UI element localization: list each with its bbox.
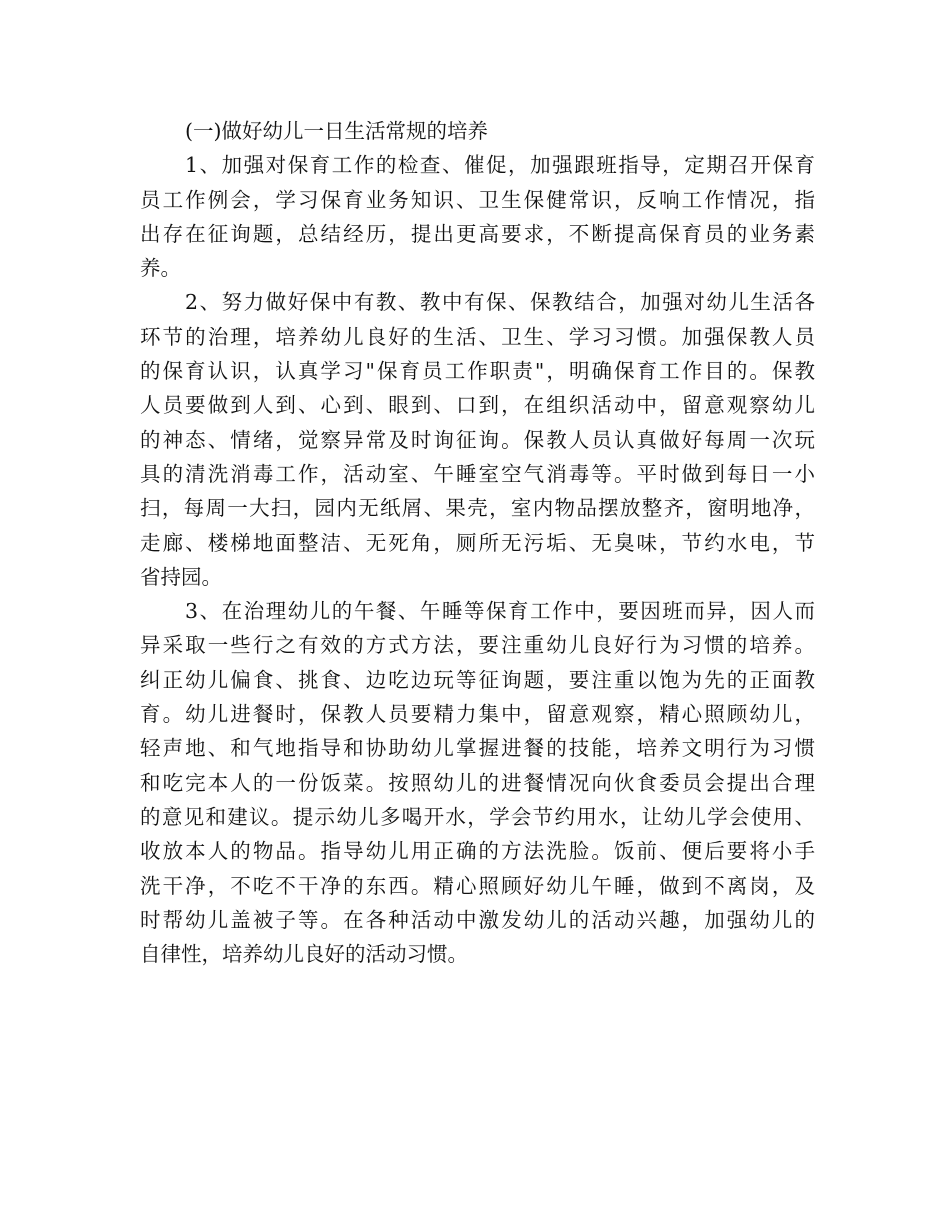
paragraph-2-line-7: 扫，每周一大扫，园内无纸屑、果壳，室内物品摆放整齐，窗明地净，: [140, 496, 815, 521]
paragraph-1-line-3: 出存在征询题，总结经历，提出更高要求，不断提高保育员的业务素: [140, 221, 815, 246]
paragraph-3-line-9: 洗干净，不吃不干净的东西。精心照顾好幼儿午睡，做到不离岗，及: [140, 873, 815, 898]
paragraph-3-line-1: 3、在治理幼儿的午餐、午睡等保育工作中，要因班而异，因人而: [185, 599, 815, 624]
section-heading: (一)做好幼儿一日生活常规的培养: [185, 119, 488, 143]
paragraph-2-line-9: 省持园。: [140, 564, 222, 589]
paragraph-3-line-6: 和吃完本人的一份饭菜。按照幼儿的进餐情况向伙食委员会提出合理: [140, 770, 815, 795]
paragraph-3-line-7: 的意见和建议。提示幼儿多喝开水，学会节约用水，让幼儿学会使用、: [140, 804, 815, 829]
paragraph-3-line-10: 时帮幼儿盖被子等。在各种活动中激发幼儿的活动兴趣，加强幼儿的: [140, 907, 815, 932]
paragraph-3-line-2: 异采取一些行之有效的方式方法，要注重幼儿良好行为习惯的培养。: [140, 633, 815, 658]
paragraph-2-line-4: 人员要做到人到、心到、眼到、口到，在组织活动中，留意观察幼儿: [140, 393, 815, 418]
paragraph-2-line-6: 具的清洗消毒工作，活动室、午睡室空气消毒等。平时做到每日一小: [140, 461, 815, 486]
paragraph-2-line-8: 走廊、楼梯地面整洁、无死角，厕所无污垢、无臭味，节约水电，节: [140, 530, 815, 555]
paragraph-2-line-5: 的神态、情绪，觉察异常及时询征询。保教人员认真做好每周一次玩: [140, 427, 815, 452]
paragraph-1-line-4: 养。: [140, 256, 181, 281]
paragraph-3-line-11: 自律性，培养幼儿良好的活动习惯。: [140, 942, 468, 967]
paragraph-3-line-3: 纠正幼儿偏食、挑食、边吃边玩等征询题，要注重以饱为先的正面教: [140, 667, 815, 692]
paragraph-2-line-3: 的保育认识，认真学习"保育员工作职责"，明确保育工作目的。保教: [140, 359, 815, 384]
paragraph-3-line-8: 收放本人的物品。指导幼儿用正确的方法洗脸。饭前、便后要将小手: [140, 839, 815, 864]
paragraph-2-line-1: 2、努力做好保中有教、教中有保、保教结合，加强对幼儿生活各: [185, 290, 815, 315]
paragraph-3-line-4: 育。幼儿进餐时，保教人员要精力集中，留意观察，精心照顾幼儿，: [140, 702, 815, 727]
document-body: [140, 114, 815, 971]
paragraph-3-line-5: 轻声地、和气地指导和协助幼儿掌握进餐的技能，培养文明行为习惯: [140, 736, 815, 761]
paragraph-1-line-1: 1、加强对保育工作的检查、催促，加强跟班指导，定期召开保育: [185, 153, 815, 178]
paragraph-1-line-2: 员工作例会，学习保育业务知识、卫生保健常识，反响工作情况，指: [140, 187, 815, 212]
paragraph-2-line-2: 环节的治理，培养幼儿良好的生活、卫生、学习习惯。加强保教人员: [140, 324, 815, 349]
